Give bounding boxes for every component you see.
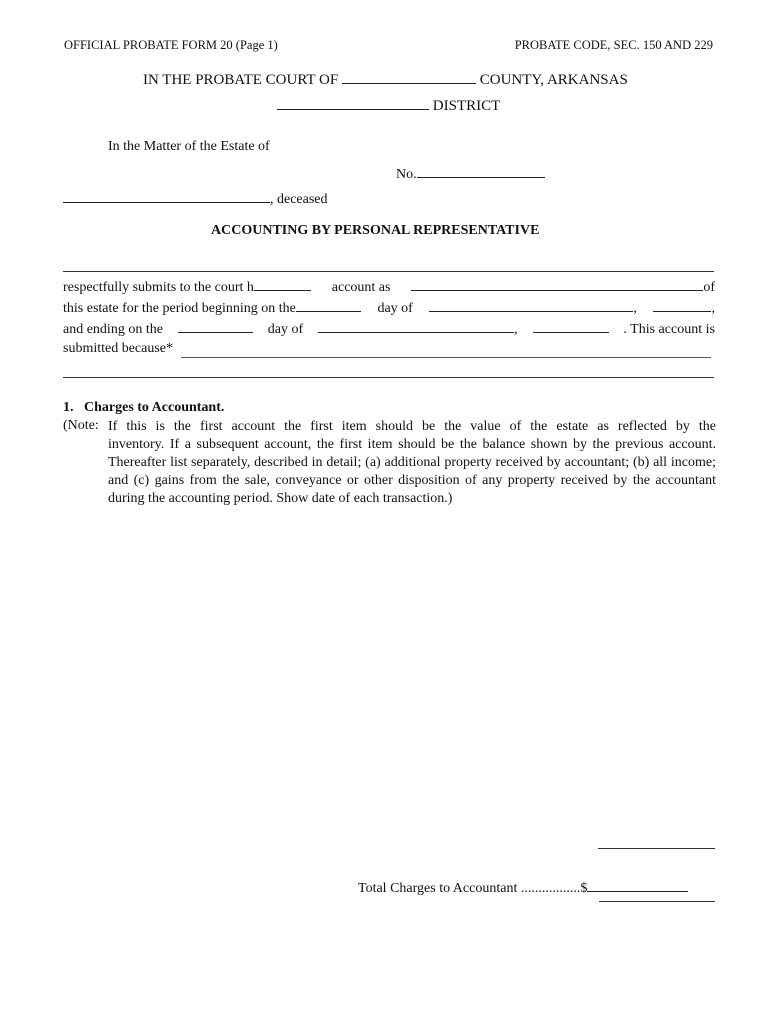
end-month-blank[interactable] <box>318 320 514 333</box>
day-of-text-1: day of <box>377 301 413 316</box>
code-reference: PROBATE CODE, SEC. 150 AND 229 <box>514 38 713 52</box>
representative-name-line[interactable] <box>63 271 714 272</box>
district-label: DISTRICT <box>432 98 501 114</box>
total-charges-label: Total Charges to Accountant <box>358 881 518 896</box>
begin-year-blank[interactable] <box>653 299 711 312</box>
body-line-3 <box>63 320 715 338</box>
subtotal-line <box>598 848 715 849</box>
comma-2: , <box>711 301 715 316</box>
capacity-blank[interactable] <box>411 278 703 291</box>
period-end-text: and ending on the <box>63 322 163 337</box>
total-charges-blank[interactable] <box>587 879 688 892</box>
district-blank[interactable] <box>277 97 429 110</box>
note-body: inventory. If a subsequent account, the first item should be the balance shown by the previous account. Thereafter list separately, described in detail; (a) additional property received by accountant; (b) all income; and (c) gains from the sale, conveyance or other disposition of any property received by the accountant during the accounting period. Show date of each transaction.) <box>108 437 716 506</box>
matter-label: In the Matter of the Estate of <box>108 139 270 154</box>
currency-sign: $ <box>580 881 588 896</box>
body-line-1 <box>63 278 715 296</box>
end-day-blank[interactable] <box>178 320 253 333</box>
his-her-blank[interactable] <box>254 278 311 291</box>
court-suffix: COUNTY, ARKANSAS <box>479 72 628 88</box>
total-dots: ................. <box>520 881 581 896</box>
submitted-because-text: submitted because* <box>63 341 174 356</box>
decedent-name-blank[interactable] <box>63 190 270 203</box>
section-1-number: 1. <box>63 400 74 415</box>
end-year-blank[interactable] <box>533 320 609 333</box>
body-line-4 <box>63 341 173 357</box>
form-id: OFFICIAL PROBATE FORM 20 (Page 1) <box>64 38 278 52</box>
account-as-text: account as <box>331 280 391 295</box>
form-title: ACCOUNTING BY PERSONAL REPRESENTATIVE <box>211 223 540 238</box>
case-number-blank[interactable] <box>417 165 545 178</box>
period-begin-text: this estate for the period beginning on the <box>63 301 296 316</box>
section-1-heading <box>63 400 224 416</box>
of-text: of <box>703 280 715 295</box>
section-1-title: Charges to Accountant. <box>84 400 225 415</box>
district-line <box>277 97 500 115</box>
note-first-line: If this is the first account the first item should be the value of the estate as reflected by the <box>108 419 716 434</box>
comma-1: , <box>633 301 637 316</box>
submits-text: respectfully submits to the court h <box>63 280 254 295</box>
begin-day-blank[interactable] <box>296 299 361 312</box>
reason-line-1[interactable] <box>181 357 711 358</box>
body-line-2 <box>63 299 715 317</box>
deceased-label: , deceased <box>270 192 328 207</box>
account-is-text: . This account is <box>623 322 715 337</box>
total-charges-line <box>358 879 688 897</box>
deceased-line <box>63 190 328 208</box>
reason-line-2[interactable] <box>63 377 714 378</box>
court-line <box>143 71 628 89</box>
total-double-underline <box>599 901 715 902</box>
case-number-label: No. <box>396 167 417 182</box>
begin-month-blank[interactable] <box>429 299 633 312</box>
note-label: (Note: <box>63 418 99 433</box>
day-of-text-2: day of <box>267 322 304 337</box>
comma-3: , <box>514 322 518 337</box>
case-number-line <box>396 165 545 183</box>
county-blank[interactable] <box>342 71 476 84</box>
court-prefix: IN THE PROBATE COURT OF <box>143 72 339 88</box>
